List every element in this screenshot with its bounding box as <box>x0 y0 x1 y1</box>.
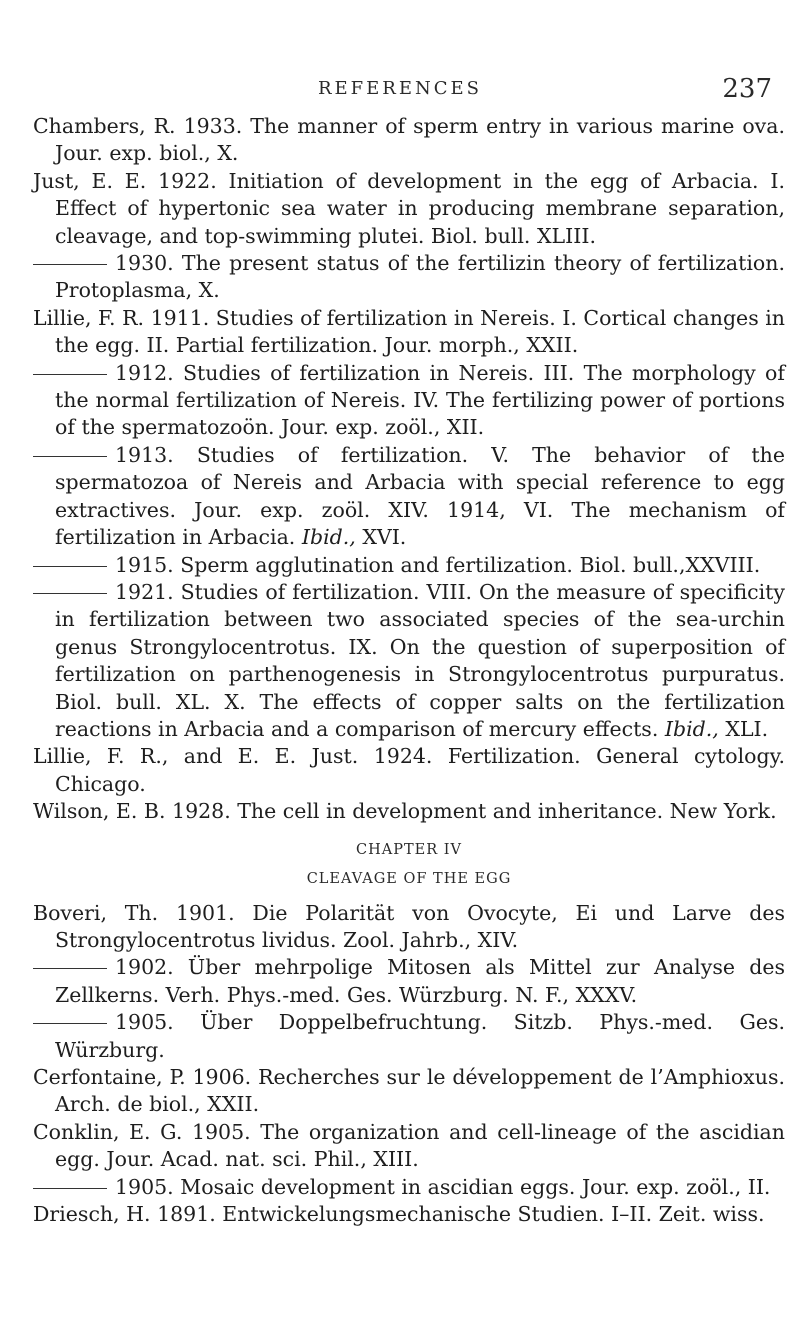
ditto-dash <box>33 456 107 457</box>
reference-text: 1921. Studies of fertilization. VIII. On the measure of specificity in fertilization between two associated species of the sea-urchin genus Strongylocentrotus. IX. On the question of superposition of fertilization on parthenogenesis in Strongylocentrotus purpuratus. Biol. bull. XL. X. The effects of copper salts on the fertilization reactions in Arbacia and a comparison of mercury effects. <box>55 579 785 741</box>
reference-text: 1911. Studies of fertilization in Nereis. I. Cortical changes in the egg. II. Partial fertilization. Jour. morph., XXII. <box>55 305 785 358</box>
reference-text: 1924. Fertilization. General cytology. Chicago. <box>55 744 785 796</box>
page-number: 237 <box>722 74 772 104</box>
reference-author: Lillie, F. R. <box>33 305 145 330</box>
reference-entry <box>33 168 785 250</box>
reference-text: 1933. The manner of sperm entry in various marine ova. Jour. exp. biol., X. <box>55 114 785 166</box>
reference-entry <box>33 442 785 552</box>
ditto-dash <box>33 374 107 375</box>
reference-text: 1905. The organization and cell-lineage of the ascidian egg. Jour. Acad. nat. sci. Phil., XIII. <box>55 1119 785 1172</box>
ditto-dash <box>33 968 107 969</box>
reference-text: 1902. Über mehrpolige Mitosen als Mittel zur Analyse des Zellkerns. Verh. Phys.-med. Ges. Würzburg. N. F., XXXV. <box>55 955 785 1007</box>
reference-text: 1891. Entwickelungsmechanische Studien. I–II. Zeit. wiss. <box>157 1202 765 1227</box>
chapter-title: CLEAVAGE OF THE EGG <box>306 870 512 887</box>
reference-entry <box>33 305 785 360</box>
reference-ibid: Ibid., <box>664 716 719 741</box>
running-head: REFERENCES <box>317 78 482 99</box>
ditto-dash <box>33 593 107 594</box>
references-section-cleavage <box>33 900 785 1229</box>
reference-volume: XVI. <box>362 525 407 550</box>
reference-text: 1922. Initiation of development in the egg of Arbacia. I. Effect of hypertonic sea water in producing membrane separation, cleavage, and top-swimming plutei. Biol. bull. XLIII. <box>55 168 785 248</box>
chapter-number: CHAPTER IV <box>356 841 462 858</box>
reference-entry <box>33 360 785 442</box>
reference-ibid: Ibid., <box>301 525 356 550</box>
reference-text: 1928. The cell in development and inheritance. New York. <box>172 799 777 824</box>
reference-text: 1906. Recherches sur le développement de l’Amphioxus. Arch. de biol., XXII. <box>55 1065 785 1117</box>
reference-entry <box>33 1201 785 1228</box>
reference-author: Lillie, F. R., and E. E. Just. <box>33 744 359 769</box>
reference-text: 1915. Sperm agglutination and fertilization. Biol. bull.,XXVIII. <box>115 552 761 577</box>
reference-text: 1901. Die Polarität von Ovocyte, Ei und Larve des Strongylocentrotus lividus. Zool. Jahrb., XIV. <box>55 900 785 952</box>
reference-text: 1905. Über Doppelbefruchtung. Sitzb. Phys.-med. Ges. Würzburg. <box>55 1010 785 1062</box>
ditto-dash <box>33 1023 107 1024</box>
reference-author: Chambers, R. <box>33 114 176 138</box>
reference-text: 1913. Studies of fertilization. V. The behavior of the spermatozoa of Nereis and Arbacia with special reference to egg extractives. Jour. exp. zoöl. XIV. 1914, VI. The mechanism of fertilization in Arbacia. <box>55 442 785 550</box>
page-header <box>0 74 800 110</box>
reference-author: Driesch, H. <box>33 1202 151 1227</box>
reference-list <box>33 113 785 1228</box>
reference-entry <box>33 1064 785 1119</box>
reference-text: 1905. Mosaic development in ascidian eggs. Jour. exp. zoöl., II. <box>115 1174 771 1199</box>
reference-entry <box>33 1174 785 1201</box>
reference-author: Just, E. E. <box>33 168 147 193</box>
reference-entry <box>33 798 785 825</box>
reference-entry <box>33 954 785 1009</box>
ditto-dash <box>33 264 107 265</box>
reference-author: Cerfontaine, P. <box>33 1065 186 1089</box>
reference-author: Wilson, E. B. <box>33 799 166 824</box>
reference-text: 1912. Studies of fertilization in Nereis. III. The morphology of the normal fertilization of Nereis. IV. The fertilizing power of portions of the spermatozoön. Jour. exp. zoöl., XII. <box>55 360 785 440</box>
reference-author: Conklin, E. G. <box>33 1119 183 1144</box>
reference-entry <box>33 1009 785 1064</box>
reference-volume: XLI. <box>725 716 769 741</box>
reference-author: Boveri, Th. <box>33 900 159 925</box>
reference-entry <box>33 250 785 305</box>
reference-entry <box>33 552 785 579</box>
ditto-dash <box>33 1188 107 1189</box>
references-section-fertilization <box>33 113 785 826</box>
reference-entry <box>33 113 785 168</box>
reference-entry <box>33 743 785 798</box>
ditto-dash <box>33 566 107 567</box>
reference-entry <box>33 900 785 955</box>
reference-entry <box>33 1119 785 1174</box>
reference-entry <box>33 579 785 743</box>
reference-text: 1930. The present status of the fertilizin theory of fertilization. Protoplasma, X. <box>55 251 785 303</box>
